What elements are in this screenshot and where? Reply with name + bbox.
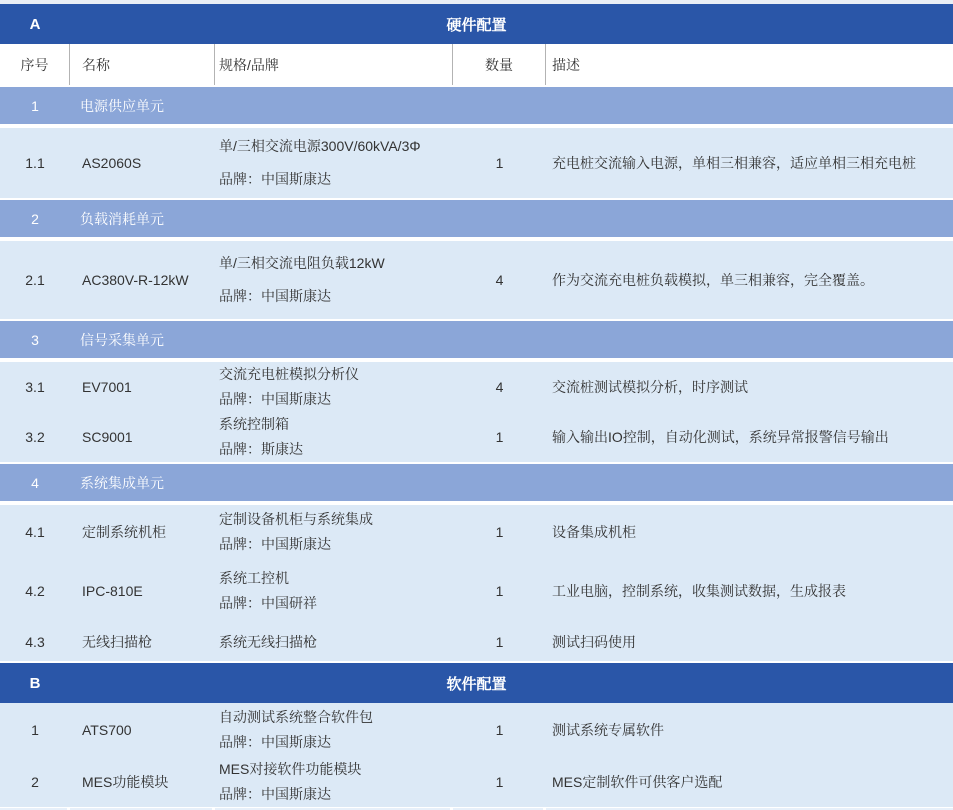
item-name: IPC-810E [82, 583, 143, 599]
item-number: 4.1 [25, 524, 45, 540]
item-number: 1 [31, 722, 39, 738]
item-name: EV7001 [82, 379, 132, 395]
column-header-name: 名称 [70, 44, 215, 85]
column-header-desc: 描述 [552, 56, 580, 73]
item-number: 1.1 [25, 155, 45, 171]
table-row [0, 505, 953, 559]
group-row [0, 200, 953, 237]
item-qty: 4 [495, 272, 504, 288]
item-qty: 1 [495, 524, 504, 540]
item-spec-cell [215, 412, 453, 462]
item-qty: 1 [495, 722, 504, 738]
item-desc: 充电桩交流输入电源，单相三相兼容，适应单相三相充电桩 [552, 155, 916, 171]
item-name: AS2060S [82, 155, 142, 171]
item-spec-cell [215, 623, 453, 661]
group-number: 4 [31, 474, 39, 491]
item-spec-cell [215, 241, 453, 319]
spec-text: 单/三相交流电阻负载12kW [219, 255, 385, 271]
table-row [0, 128, 953, 198]
spec-text: 系统控制箱 [219, 416, 289, 432]
item-desc: 输入输出IO控制，自动化测试，系统异常报警信号输出 [552, 429, 889, 445]
item-number: 4.3 [25, 634, 45, 650]
table-row [0, 623, 953, 661]
spec-text: 定制设备机柜与系统集成 [219, 511, 373, 527]
brand-text: 品牌：中国斯康达 [219, 786, 331, 802]
item-qty: 1 [495, 774, 504, 790]
brand-text: 品牌：中国斯康达 [219, 536, 331, 552]
item-spec-cell [215, 703, 453, 757]
brand-text: 品牌：中国研祥 [219, 595, 317, 611]
brand-text: 品牌：中国斯康达 [219, 391, 331, 407]
group-row [0, 87, 953, 124]
spec-text: 系统无线扫描枪 [219, 633, 317, 650]
item-spec-cell [215, 505, 453, 559]
group-label: 电源供应单元 [80, 97, 164, 114]
item-name: MES功能模块 [82, 774, 169, 790]
group-label: 负载消耗单元 [80, 210, 164, 227]
item-desc: 作为交流充电桩负载模拟，单三相兼容，完全覆盖。 [552, 272, 874, 288]
table-row [0, 362, 953, 412]
item-spec-cell [215, 559, 453, 623]
item-desc: 工业电脑，控制系统，收集测试数据，生成报表 [552, 583, 846, 599]
item-spec-cell [215, 362, 453, 412]
item-name: AC380V-R-12kW [82, 272, 189, 288]
section-title: 软件配置 [446, 675, 507, 693]
spec-text: 交流充电桩模拟分析仪 [219, 366, 359, 382]
table-row [0, 412, 953, 462]
item-desc: 测试扫码使用 [552, 634, 636, 650]
column-header-qty: 数量 [453, 44, 546, 85]
group-row [0, 321, 953, 358]
spec-text: 自动测试系统整合软件包 [219, 709, 373, 725]
table-row [0, 757, 953, 807]
item-number: 3.2 [25, 429, 45, 445]
spec-text: 单/三相交流电源300V/60kVA/3Φ [219, 138, 421, 154]
brand-text: 品牌：中国斯康达 [219, 734, 331, 750]
item-name: ATS700 [82, 722, 132, 738]
table-row [0, 241, 953, 319]
item-desc: 测试系统专属软件 [552, 722, 664, 738]
column-header-no: 序号 [0, 44, 70, 85]
item-spec-cell [215, 757, 453, 807]
group-number: 3 [31, 331, 39, 348]
item-number: 2 [31, 774, 39, 790]
spec-text: 系统工控机 [219, 570, 289, 586]
item-qty: 1 [495, 634, 504, 650]
section-title: 硬件配置 [446, 16, 507, 34]
item-qty: 1 [495, 429, 504, 445]
section-letter: A [29, 15, 41, 33]
section-band-a [0, 4, 953, 44]
item-qty: 4 [495, 379, 504, 395]
group-number: 1 [31, 97, 39, 114]
group-label: 系统集成单元 [80, 474, 164, 491]
item-name: 无线扫描枪 [82, 634, 152, 650]
item-desc: MES定制软件可供客户选配 [552, 774, 723, 790]
item-qty: 1 [495, 583, 504, 599]
spec-text: MES对接软件功能模块 [219, 761, 362, 777]
item-number: 2.1 [25, 272, 45, 288]
brand-text: 品牌：斯康达 [219, 441, 303, 457]
group-label: 信号采集单元 [80, 331, 164, 348]
brand-text: 品牌：中国斯康达 [219, 171, 331, 187]
item-name: SC9001 [82, 429, 133, 445]
brand-text: 品牌：中国斯康达 [219, 288, 331, 304]
item-desc: 交流桩测试模拟分析，时序测试 [552, 379, 748, 395]
column-header-row [0, 44, 953, 85]
item-number: 4.2 [25, 583, 45, 599]
group-number: 2 [31, 210, 39, 227]
item-qty: 1 [495, 155, 504, 171]
item-number: 3.1 [25, 379, 45, 395]
group-row [0, 464, 953, 501]
item-spec-cell [215, 128, 453, 198]
table-row [0, 559, 953, 623]
table-row [0, 703, 953, 757]
column-header-spec: 规格/品牌 [215, 44, 453, 85]
section-letter: B [29, 674, 41, 692]
item-desc: 设备集成机柜 [552, 524, 636, 540]
item-name: 定制系统机柜 [82, 524, 166, 540]
section-band-b [0, 663, 953, 703]
